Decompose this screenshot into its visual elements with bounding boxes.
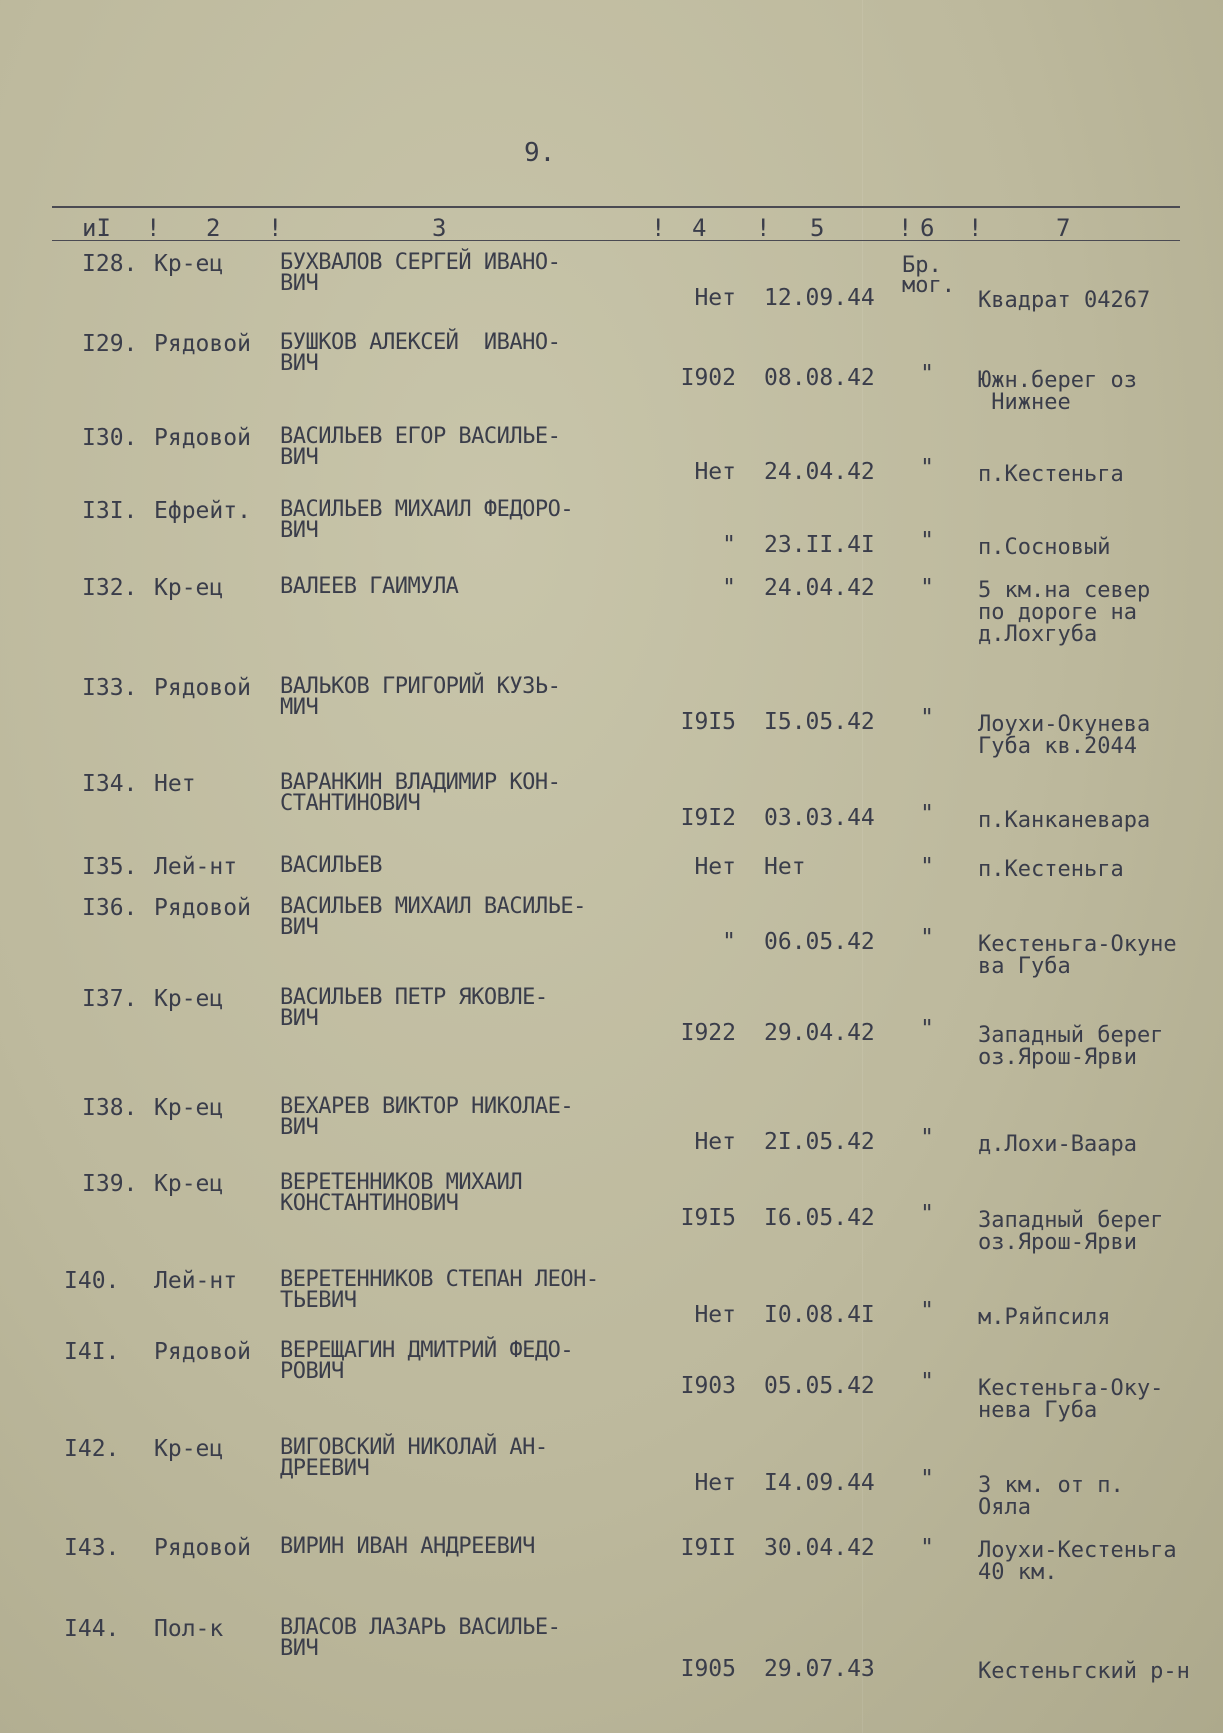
row-name bbox=[280, 499, 573, 541]
row-rank: Кр-ец bbox=[154, 575, 224, 601]
row-name bbox=[280, 1269, 599, 1311]
row-name-line: МИЧ bbox=[280, 695, 319, 720]
row-name-line: ВЕХАРЕВ ВИКТОР НИКОЛАЕ- bbox=[280, 1094, 574, 1119]
row-year: I9I5 bbox=[680, 1205, 736, 1231]
row-number: I33. bbox=[82, 675, 138, 701]
row-number: I43. bbox=[64, 1535, 120, 1561]
row-year: Нет bbox=[694, 459, 736, 485]
row-name bbox=[280, 987, 548, 1029]
row-year: I9I5 bbox=[680, 709, 736, 735]
header-bottom-rule bbox=[52, 240, 1180, 241]
row-year: I9I2 bbox=[680, 805, 736, 831]
row-number: I44. bbox=[64, 1616, 120, 1642]
row-name-line: ВИЧ bbox=[280, 1006, 319, 1031]
row-name bbox=[280, 1096, 573, 1138]
row-place bbox=[978, 370, 1137, 414]
row-year: " bbox=[722, 532, 736, 558]
row-year: Нет bbox=[694, 285, 736, 311]
row-rank: Кр-ец bbox=[154, 986, 224, 1012]
header-sep: ! bbox=[651, 214, 666, 242]
row-number: I28. bbox=[82, 251, 138, 277]
row-rank: Кр-ец bbox=[154, 1436, 224, 1462]
row-place-line: Кестеньга-Окуне bbox=[978, 932, 1177, 957]
row-rank: Кр-ец bbox=[154, 1171, 224, 1197]
row-place-line: ва Губа bbox=[978, 954, 1071, 979]
row-name bbox=[280, 1617, 560, 1659]
row-name-line: ТЬЕВИЧ bbox=[280, 1288, 357, 1313]
row-rank: Ефрейт. bbox=[154, 498, 251, 524]
row-place-line: Квадрат 04267 bbox=[978, 288, 1151, 313]
row-year: Нет bbox=[694, 1302, 736, 1328]
row-rank: Рядовой bbox=[154, 331, 251, 357]
row-name-line: СТАНТИНОВИЧ bbox=[280, 791, 421, 816]
row-date: 30.04.42 bbox=[764, 1535, 875, 1561]
row-name bbox=[280, 855, 382, 876]
row-place bbox=[978, 810, 1150, 832]
row-date: 29.07.43 bbox=[764, 1656, 875, 1682]
row-name-line: ВАСИЛЬЕВ ЕГОР ВАСИЛЬЕ- bbox=[280, 424, 561, 449]
row-place-line: Лоухи-Кестеньга bbox=[978, 1538, 1177, 1563]
row-rank: Кр-ец bbox=[154, 1095, 224, 1121]
row-place-line: м.Ряйпсиля bbox=[978, 1305, 1111, 1330]
row-number: I29. bbox=[82, 331, 138, 357]
header-sep: ! bbox=[146, 214, 161, 242]
row-name-line: ВИЧ bbox=[280, 1115, 319, 1140]
header-sep: ! bbox=[898, 214, 913, 242]
row-place-line: д.Лохгуба bbox=[978, 622, 1098, 647]
row-number: I37. bbox=[82, 986, 138, 1012]
row-date: 23.II.4I bbox=[764, 532, 875, 558]
row-number: I35. bbox=[82, 854, 138, 880]
row-name-line: ВИГОВСКИЙ НИКОЛАЙ АН- bbox=[280, 1435, 548, 1460]
row-number: I38. bbox=[82, 1095, 138, 1121]
row-place-line: оз.Ярош-Ярви bbox=[978, 1230, 1137, 1255]
row-place bbox=[978, 859, 1124, 881]
row-place bbox=[978, 1475, 1124, 1519]
row-place bbox=[978, 1025, 1163, 1069]
row-place bbox=[978, 1134, 1137, 1156]
row-place bbox=[978, 714, 1150, 758]
header-col-1: иI bbox=[82, 214, 111, 242]
row-year: I9II bbox=[680, 1535, 736, 1561]
row-rank: Нет bbox=[154, 771, 196, 797]
row-burial: " bbox=[920, 801, 934, 827]
row-place bbox=[978, 537, 1110, 559]
row-name-line: ВЕРЕЩАГИН ДМИТРИЙ ФЕДО- bbox=[280, 1338, 574, 1363]
row-name bbox=[280, 332, 560, 374]
row-year: Нет bbox=[694, 1129, 736, 1155]
row-name-line: ВЕРЕТЕННИКОВ СТЕПАН ЛЕОН- bbox=[280, 1267, 599, 1292]
row-place-line: Нижнее bbox=[978, 390, 1071, 415]
row-burial-line: мог. bbox=[902, 273, 955, 298]
row-burial: " bbox=[920, 925, 934, 951]
row-date: 12.09.44 bbox=[764, 285, 875, 311]
row-name bbox=[280, 676, 560, 718]
row-name-line: ВАСИЛЬЕВ bbox=[280, 853, 382, 878]
row-place-line: п.Сосновый bbox=[978, 535, 1111, 560]
row-place-line: Губа кв.2044 bbox=[978, 734, 1137, 759]
row-place-line: Южн.берег оз bbox=[978, 368, 1137, 393]
row-place-line: Западный берег bbox=[978, 1023, 1164, 1048]
row-date: 08.08.42 bbox=[764, 365, 875, 391]
row-name-line: КОНСТАНТИНОВИЧ bbox=[280, 1191, 459, 1216]
row-name-line: ВАЛЬКОВ ГРИГОРИЙ КУЗЬ- bbox=[280, 674, 561, 699]
header-col-4: 4 bbox=[692, 214, 707, 242]
row-name bbox=[280, 772, 560, 814]
row-place-line: по дороге на bbox=[978, 600, 1137, 625]
row-name-line: ВАСИЛЬЕВ ПЕТР ЯКОВЛЕ- bbox=[280, 985, 548, 1010]
row-date: I4.09.44 bbox=[764, 1470, 875, 1496]
row-place bbox=[978, 464, 1124, 486]
row-name-line: ВАСИЛЬЕВ МИХАИЛ ФЕДОРО- bbox=[280, 497, 574, 522]
header-top-rule bbox=[52, 206, 1180, 208]
row-name bbox=[280, 1172, 522, 1214]
row-rank: Рядовой bbox=[154, 1535, 251, 1561]
row-burial: " bbox=[920, 1298, 934, 1324]
row-place bbox=[978, 580, 1150, 646]
row-place-line: 3 км. от п. bbox=[978, 1473, 1124, 1498]
row-rank: Кр-ец bbox=[154, 251, 224, 277]
header-sep: ! bbox=[756, 214, 771, 242]
row-burial: " bbox=[920, 1369, 934, 1395]
row-name-line: ВИЧ bbox=[280, 1636, 319, 1661]
row-date: 06.05.42 bbox=[764, 929, 875, 955]
row-place bbox=[978, 1378, 1163, 1422]
row-rank: Лей-нт bbox=[154, 1268, 238, 1294]
row-number: I34. bbox=[82, 771, 138, 797]
row-year: " bbox=[722, 929, 736, 955]
row-place-line: Лоухи-Окунева bbox=[978, 712, 1151, 737]
row-place-line: нева Губа bbox=[978, 1398, 1098, 1423]
header-sep: ! bbox=[268, 214, 283, 242]
row-rank: Лей-нт bbox=[154, 854, 238, 880]
row-burial bbox=[902, 253, 955, 298]
row-burial: " bbox=[920, 455, 934, 481]
row-name-line: ВАРАНКИН ВЛАДИМИР КОН- bbox=[280, 770, 561, 795]
row-number: I40. bbox=[64, 1268, 120, 1294]
row-year: I922 bbox=[680, 1020, 736, 1046]
row-number: I39. bbox=[82, 1171, 138, 1197]
row-rank: Пол-к bbox=[154, 1616, 224, 1642]
row-name bbox=[280, 576, 458, 597]
header-sep: ! bbox=[968, 214, 983, 242]
row-name-line: ВИЧ bbox=[280, 915, 319, 940]
row-name-line: ВИЧ bbox=[280, 518, 319, 543]
row-place-line: Ояла bbox=[978, 1495, 1031, 1520]
row-burial: " bbox=[920, 1201, 934, 1227]
row-name-line: БУШКОВ АЛЕКСЕЙ ИВАНО- bbox=[280, 330, 561, 355]
row-burial: " bbox=[920, 575, 934, 601]
row-burial: " bbox=[920, 1535, 934, 1561]
row-name bbox=[280, 1536, 535, 1557]
row-burial: " bbox=[920, 1466, 934, 1492]
header-col-3: 3 bbox=[432, 214, 447, 242]
row-burial: " bbox=[920, 528, 934, 554]
header-col-5: 5 bbox=[810, 214, 825, 242]
row-year: Нет bbox=[694, 1470, 736, 1496]
row-name-line: ВЛАСОВ ЛАЗАРЬ ВАСИЛЬЕ- bbox=[280, 1615, 561, 1640]
row-place-line: п.Кестеньга bbox=[978, 462, 1124, 487]
row-year: I903 bbox=[680, 1373, 736, 1399]
header-col-6: 6 bbox=[920, 214, 935, 242]
row-rank: Рядовой bbox=[154, 675, 251, 701]
row-date: 2I.05.42 bbox=[764, 1129, 875, 1155]
row-date: I5.05.42 bbox=[764, 709, 875, 735]
row-place bbox=[978, 934, 1177, 978]
row-place-line: Кестеньга-Оку- bbox=[978, 1376, 1164, 1401]
row-date: 24.04.42 bbox=[764, 575, 875, 601]
row-number: I4I. bbox=[64, 1339, 120, 1365]
row-name-line: ВЕРЕТЕННИКОВ МИХАИЛ bbox=[280, 1170, 523, 1195]
header-col-2: 2 bbox=[206, 214, 221, 242]
row-place bbox=[978, 290, 1150, 312]
row-burial: " bbox=[920, 1125, 934, 1151]
row-place-line: п.Канканевара bbox=[978, 808, 1151, 833]
row-place-line: Западный берег bbox=[978, 1208, 1164, 1233]
row-year: Нет bbox=[694, 854, 736, 880]
row-year: I902 bbox=[680, 365, 736, 391]
row-burial-line: Бр. bbox=[902, 253, 942, 278]
row-date: 24.04.42 bbox=[764, 459, 875, 485]
row-number: I42. bbox=[64, 1436, 120, 1462]
row-date: 29.04.42 bbox=[764, 1020, 875, 1046]
row-name bbox=[280, 1437, 548, 1479]
row-date: I0.08.4I bbox=[764, 1302, 875, 1328]
row-burial: " bbox=[920, 705, 934, 731]
row-burial: " bbox=[920, 361, 934, 387]
row-place-line: д.Лохи-Ваара bbox=[978, 1132, 1137, 1157]
row-date: 03.03.44 bbox=[764, 805, 875, 831]
row-name-line: РОВИЧ bbox=[280, 1359, 344, 1384]
row-name bbox=[280, 426, 560, 468]
row-rank: Рядовой bbox=[154, 425, 251, 451]
row-year: " bbox=[722, 575, 736, 601]
row-burial: " bbox=[920, 854, 934, 880]
row-name-line: ДРЕЕВИЧ bbox=[280, 1456, 370, 1481]
row-name-line: БУХВАЛОВ СЕРГЕЙ ИВАНО- bbox=[280, 250, 561, 275]
row-rank: Рядовой bbox=[154, 895, 251, 921]
row-name bbox=[280, 896, 586, 938]
row-name-line: ВИЧ bbox=[280, 351, 319, 376]
row-name bbox=[280, 252, 560, 294]
row-place-line: оз.Ярош-Ярви bbox=[978, 1045, 1137, 1070]
row-name-line: ВАСИЛЬЕВ МИХАИЛ ВАСИЛЬЕ- bbox=[280, 894, 586, 919]
row-name bbox=[280, 1340, 573, 1382]
row-burial: " bbox=[920, 1016, 934, 1042]
page-number: 9. bbox=[524, 138, 556, 168]
row-number: I3I. bbox=[82, 498, 138, 524]
row-name-line: ВАЛЕЕВ ГАИМУЛА bbox=[280, 574, 459, 599]
row-name-line: ВИРИН ИВАН АНДРЕЕВИЧ bbox=[280, 1534, 535, 1559]
row-name-line: ВИЧ bbox=[280, 271, 319, 296]
row-place-line: п.Кестеньга bbox=[978, 857, 1124, 882]
row-number: I36. bbox=[82, 895, 138, 921]
row-place-line: Кестеньгский р-н bbox=[978, 1659, 1190, 1684]
row-place bbox=[978, 1540, 1177, 1584]
row-date: I6.05.42 bbox=[764, 1205, 875, 1231]
row-rank: Рядовой bbox=[154, 1339, 251, 1365]
row-place bbox=[978, 1210, 1163, 1254]
row-place-line: 40 км. bbox=[978, 1560, 1058, 1585]
row-number: I30. bbox=[82, 425, 138, 451]
row-place bbox=[978, 1661, 1190, 1683]
row-year: I905 bbox=[680, 1656, 736, 1682]
row-place-line: 5 км.на север bbox=[978, 578, 1151, 603]
row-number: I32. bbox=[82, 575, 138, 601]
row-date: Нет bbox=[764, 854, 806, 880]
row-date: 05.05.42 bbox=[764, 1373, 875, 1399]
header-col-7: 7 bbox=[1056, 214, 1071, 242]
row-place bbox=[978, 1307, 1110, 1329]
row-name-line: ВИЧ bbox=[280, 445, 319, 470]
